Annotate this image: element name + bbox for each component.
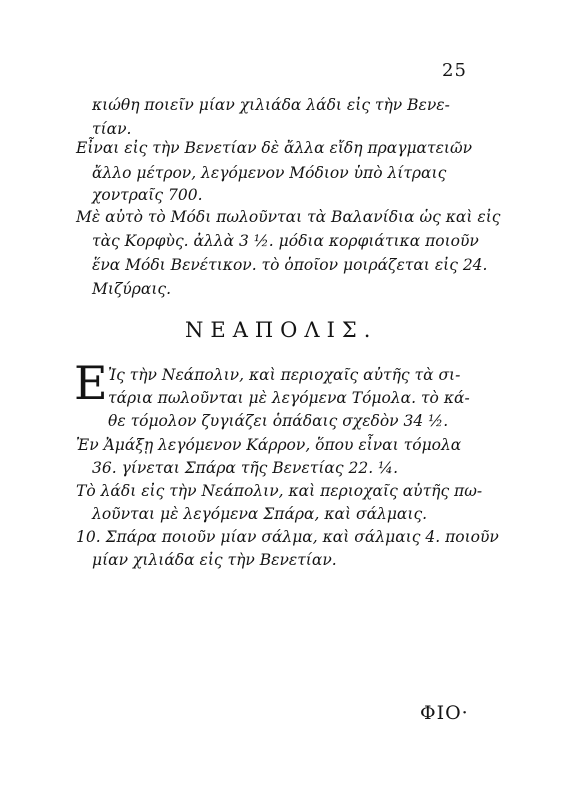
text-line: 36. γίνεται Σπάρα τῆς Βενετίας 22. ¼.: [92, 459, 398, 477]
text-line: Εἶναι εἰς τὴν Βενετίαν δὲ ἄλλα εἴδη πραγματειῶν: [76, 139, 473, 157]
text-line: μίαν χιλιάδα εἰς τὴν Βενετίαν.: [92, 551, 337, 569]
text-line: λοῦνται μὲ λεγόμενα Σπάρα, καὶ σάλμαις.: [92, 505, 428, 523]
text-line: Μιζύραις.: [92, 280, 172, 298]
text-line: τάρια πωλοῦνται μὲ λεγόμενα Τόμολα. τὸ κά-: [108, 389, 470, 407]
text-line: Τὸ λάδι εἰς τὴν Νεάπολιν, καὶ περιοχαῖς αὐτῆς πω-: [76, 482, 483, 500]
text-line: ἕνα Μόδι Βενέτικον. τὸ ὁποῖον μοιράζεται εἰς 24.: [92, 256, 488, 274]
section-heading: ΝΕΑΠΟΛΙΣ.: [185, 318, 378, 342]
text-line: τὰς Κορφὺς. ἀλλὰ 3 ½. μόδια κορφιάτικα ποιοῦν: [92, 232, 479, 250]
text-line: χοντραῖς 700.: [92, 186, 203, 204]
text-line: Μὲ αὐτὸ τὸ Μόδι πωλοῦνται τὰ Βαλανίδια ὡς καὶ εἰς: [76, 208, 501, 226]
drop-cap: Ε: [74, 356, 108, 410]
page-number: 25: [442, 60, 467, 81]
catchword: ΦΙΟ·: [420, 702, 469, 724]
text-line: ἄλλο μέτρον, λεγόμενον Μόδιον ὑπὸ λίτραις: [92, 164, 447, 182]
text-line: 10. Σπάρα ποιοῦν μίαν σάλμα, καὶ σάλμαις 4. ποιοῦν: [76, 528, 499, 546]
text-line: Ἐν Ἀμάξῃ λεγόμενον Κάρρον, ὅπου εἶναι τόμολα: [76, 436, 462, 454]
text-line: τίαν.: [92, 120, 132, 138]
text-line: Ἰς τὴν Νεάπολιν, καὶ περιοχαῖς αὐτῆς τὰ σι-: [108, 366, 461, 384]
text-line: κιώθη ποιεῖν μίαν χιλιάδα λάδι εἰς τὴν Βενε-: [92, 96, 450, 114]
text-line: θε τόμολον ζυγιάζει ὁπάδαις σχεδὸν 34 ½.: [108, 412, 449, 430]
